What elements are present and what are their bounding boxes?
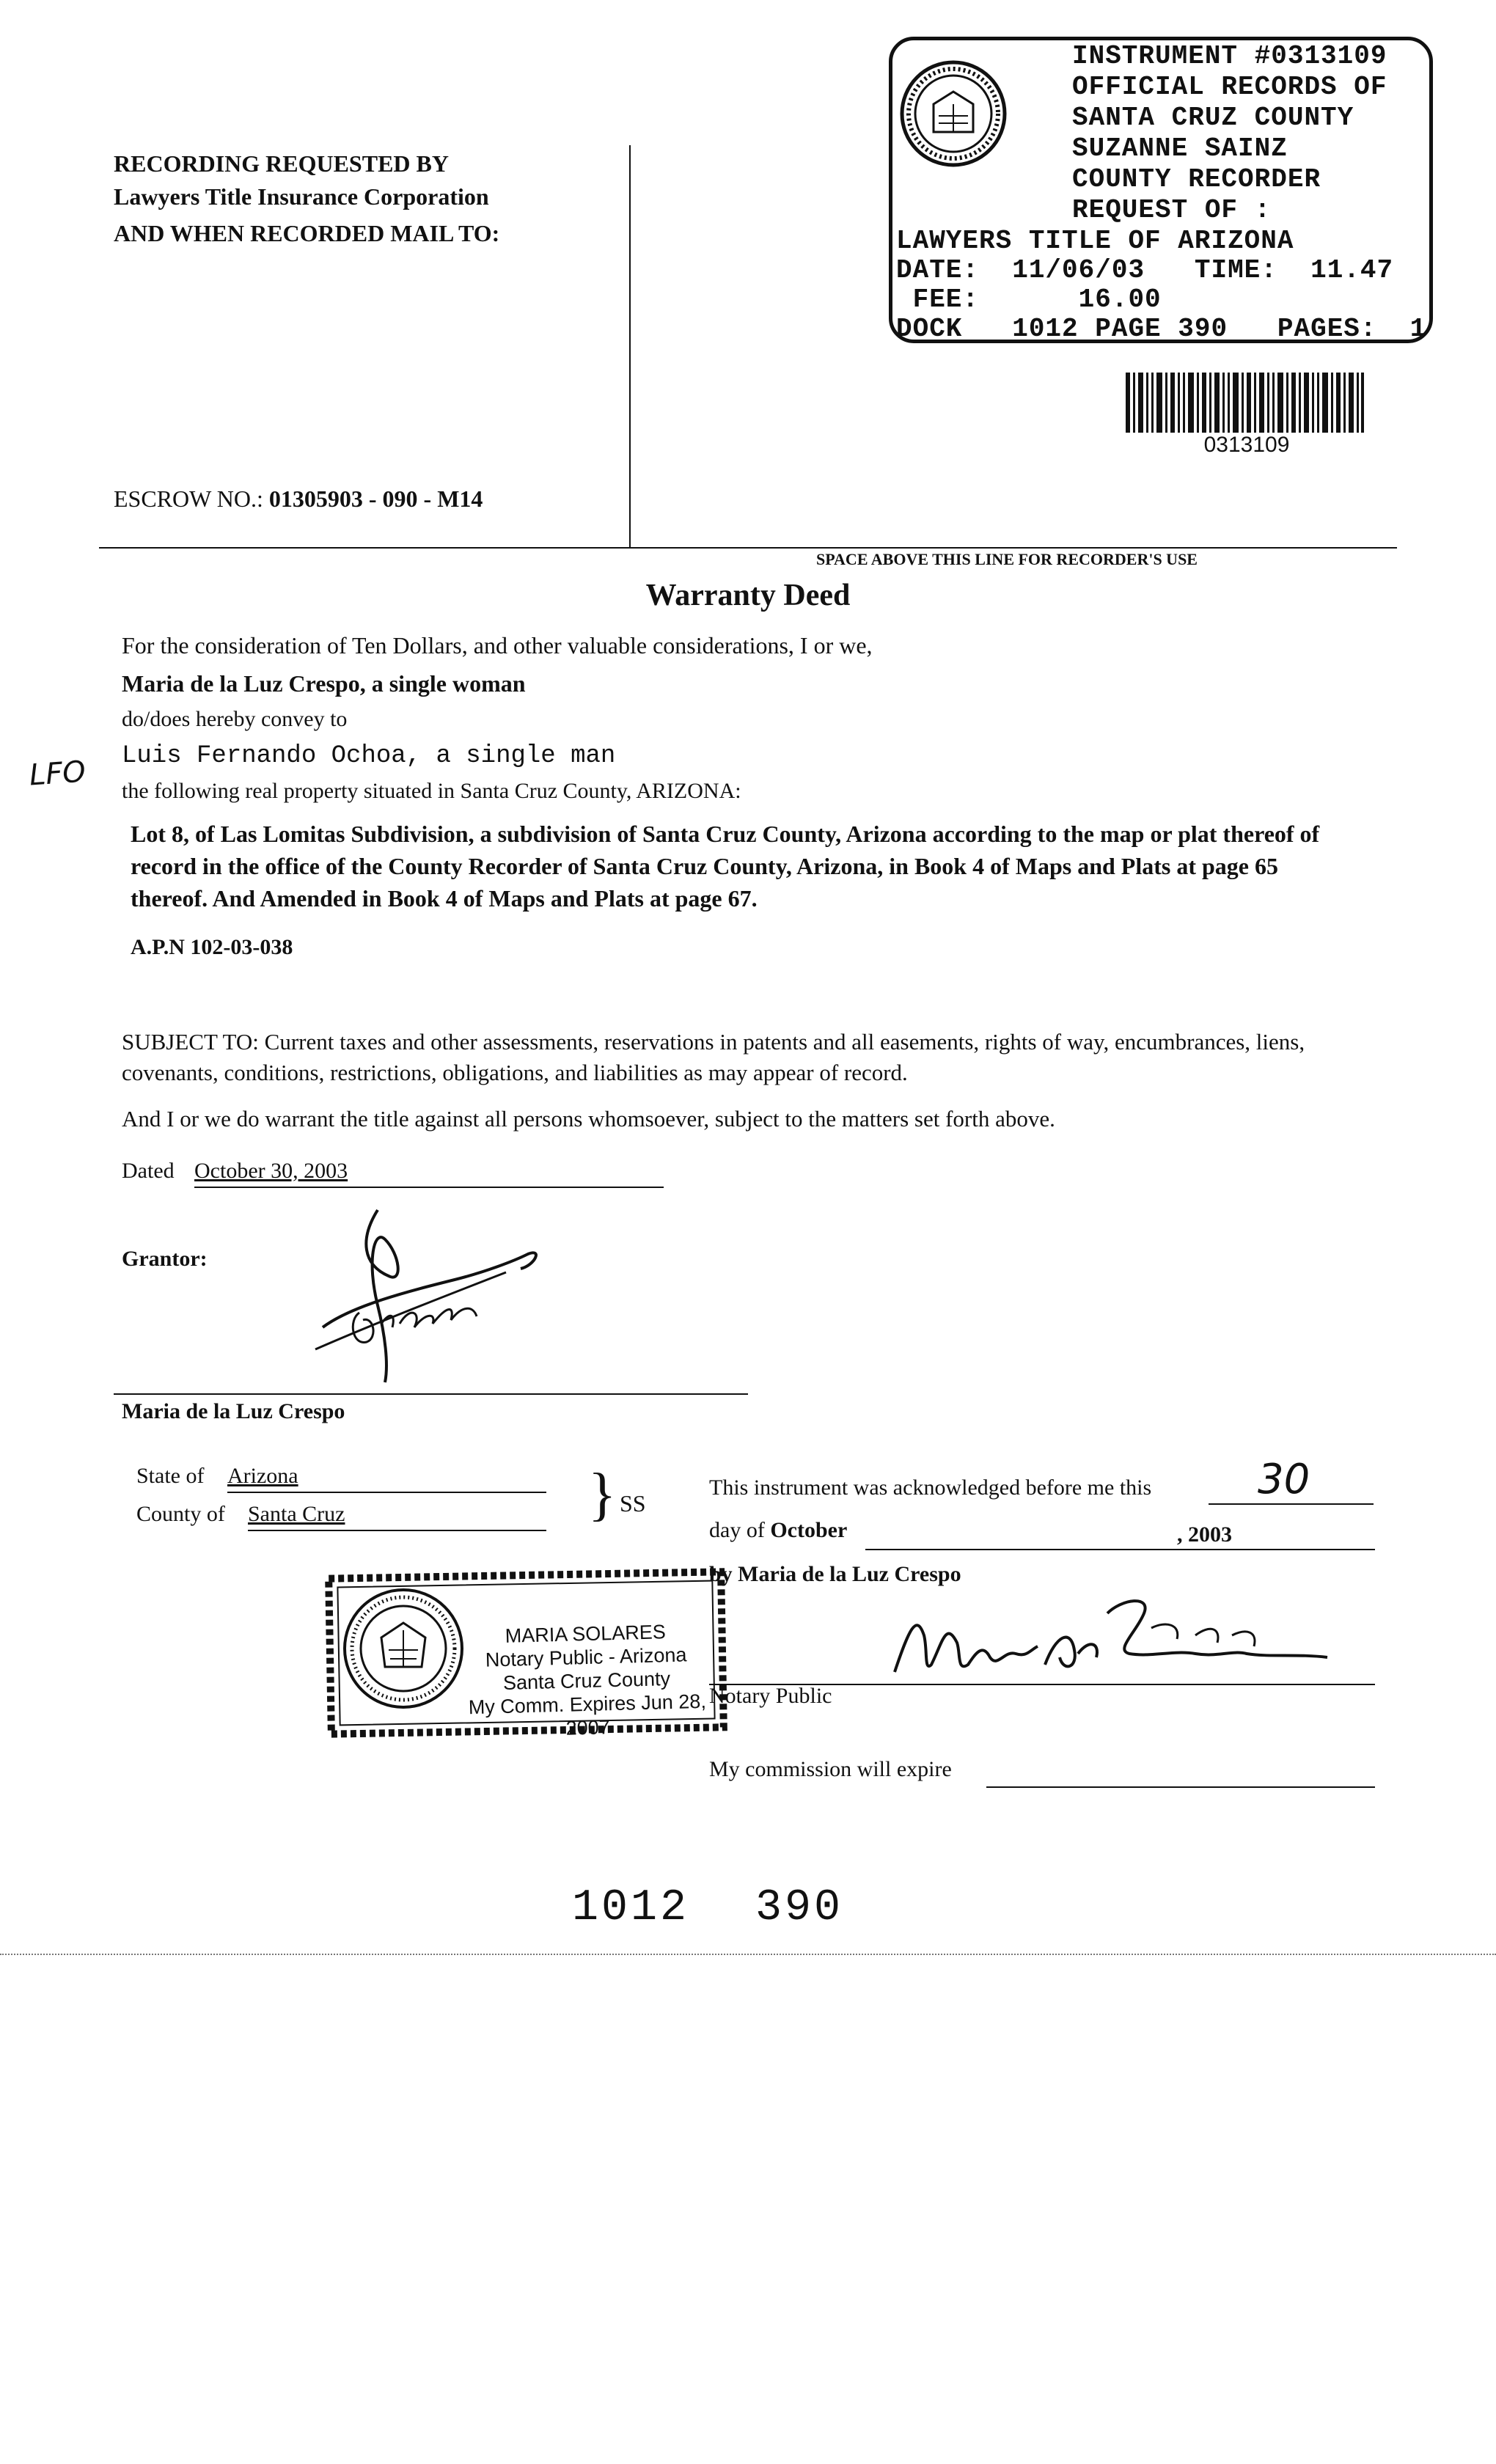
stamp-fee: FEE: 16.00	[896, 285, 1162, 315]
page-edge-line	[0, 1954, 1496, 1955]
notary-name: MARIA SOLARES	[505, 1621, 667, 1647]
grantor-printed-name: Maria de la Luz Crespo	[122, 1399, 345, 1423]
dated-label: Dated	[122, 1159, 175, 1183]
venue-ss: SS	[620, 1490, 646, 1517]
county-label: County of	[136, 1502, 225, 1526]
ack-year: , 2003	[1177, 1522, 1232, 1547]
county-field	[248, 1502, 546, 1531]
venue-brace: }	[588, 1462, 617, 1527]
recording-requested-by: RECORDING REQUESTED BY	[114, 150, 449, 177]
warranty-clause: And I or we do warrant the title against all persons whomsoever, subject to the matters set forth above.	[122, 1106, 1055, 1132]
stamp-request-of: REQUEST OF :	[1072, 195, 1272, 225]
stamp-official-records: OFFICIAL RECORDS OF	[1072, 72, 1387, 102]
acknowledged-text: This instrument was acknowledged before me this	[709, 1475, 1152, 1500]
grantor-signature	[308, 1195, 557, 1393]
barcode-number: 0313109	[1203, 433, 1290, 457]
stamp-recorder-title: COUNTY RECORDER	[1072, 164, 1321, 194]
when-recorded-mail-to: AND WHEN RECORDED MAIL TO:	[114, 220, 500, 246]
stamp-date-time: DATE: 11/06/03 TIME: 11.47	[896, 255, 1394, 285]
state-label: State of	[136, 1464, 205, 1488]
notary-expires: My Comm. Expires Jun 28, 2007	[468, 1690, 707, 1739]
notary-county: Santa Cruz County	[502, 1668, 671, 1694]
grantor-clause: Maria de la Luz Crespo, a single woman	[122, 670, 526, 697]
header-vertical-divider	[629, 145, 631, 547]
handwritten-initials: LFO	[28, 755, 87, 793]
county-value: Santa Cruz	[248, 1502, 345, 1526]
dated-value: October 30, 2003	[194, 1159, 348, 1183]
stamp-instrument: INSTRUMENT #0313109	[1072, 41, 1387, 71]
notary-seal-text	[446, 1618, 727, 1743]
subject-to-clause: SUBJECT TO: Current taxes and other assessments, reservations in patents and all easements, rights of way, encumbrances, liens, covenants, conditions, restrictions, obligations, and liabilities as may appear of record.	[122, 1029, 1305, 1085]
escrow-number: 01305903 - 090 - M14	[268, 485, 483, 512]
ack-month-line	[865, 1549, 1375, 1550]
stamp-recorder-name: SUZANNE SAINZ	[1072, 133, 1288, 164]
dated-field	[194, 1159, 664, 1188]
commission-expire-label: My commission will expire	[709, 1757, 952, 1781]
requester-name: Lawyers Title Insurance Corporation	[114, 183, 489, 210]
grantee-clause: Luis Fernando Ochoa, a single man	[122, 742, 616, 770]
recorder-use-line	[99, 547, 1397, 549]
consideration-text: For the consideration of Ten Dollars, and other valuable considerations, I or we,	[122, 632, 873, 659]
ack-by: by Maria de la Luz Crespo	[709, 1562, 961, 1586]
stamp-county: SANTA CRUZ COUNTY	[1072, 103, 1354, 133]
footer-book-number: 1012	[572, 1883, 690, 1933]
ack-month: October	[770, 1518, 848, 1542]
barcode-icon	[1126, 373, 1364, 433]
notary-public-label: Notary Public	[709, 1684, 832, 1708]
apn-number: A.P.N 102-03-038	[131, 935, 293, 959]
grantor-label: Grantor:	[122, 1247, 208, 1271]
ack-day-line	[1209, 1503, 1374, 1505]
recorder-use-caption: SPACE ABOVE THIS LINE FOR RECORDER'S USE	[816, 550, 1198, 568]
stamp-docket: DOCK 1012 PAGE 390 PAGES: 1	[896, 314, 1427, 344]
state-seal-icon	[345, 1590, 462, 1707]
state-field	[227, 1464, 546, 1493]
notary-signature	[887, 1584, 1342, 1694]
county-seal-icon	[898, 59, 1008, 169]
commission-expire-line	[986, 1786, 1375, 1788]
ack-day-of-label: day of	[709, 1518, 765, 1542]
stamp-requester: LAWYERS TITLE OF ARIZONA	[896, 226, 1294, 256]
escrow-label: ESCROW NO.:	[114, 485, 263, 512]
ack-day: 30	[1258, 1456, 1310, 1503]
legal-description: Lot 8, of Las Lomitas Subdivision, a subdivision of Santa Cruz County, Arizona according to the map or plat thereof of record in the office of the County Recorder of Santa Cruz County, Arizona, in Book 4 of Maps and Plats at page 65 thereof. And Amended in Book 4 of Maps and Plats at page 67.	[131, 821, 1320, 912]
convey-text: do/does hereby convey to	[122, 707, 348, 731]
county-seal-text	[909, 176, 920, 177]
grantor-signature-line	[114, 1393, 748, 1395]
notary-title: Notary Public - Arizona	[485, 1643, 687, 1671]
footer-page-number: 390	[755, 1883, 844, 1933]
ack-day-of	[709, 1518, 847, 1543]
escrow-row	[114, 485, 483, 513]
document-title: Warranty Deed	[645, 579, 851, 612]
state-value: Arizona	[227, 1464, 298, 1488]
property-intro: the following real property situated in Santa Cruz County, ARIZONA:	[122, 779, 741, 803]
